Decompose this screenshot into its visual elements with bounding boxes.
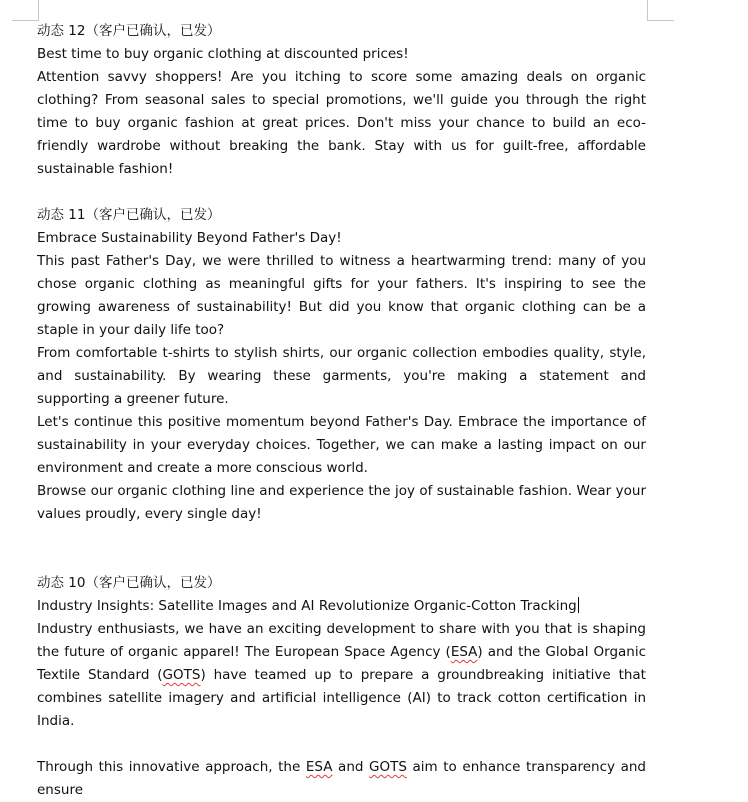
page-margin-marker-left: [12, 0, 39, 21]
paragraph: This past Father's Day, we were thrilled to witness a heartwarming trend: many of you chose organic clothing as meaningful gifts for your fathers. It's inspiring to see the growing awareness of sustainability! But did you know that organic clothing can be a staple in your daily life too?: [37, 253, 646, 338]
paragraph: From comfortable t-shirts to stylish shirts, our organic collection embodies quality, style, and sustainability. By wearing these garments, you're making a statement and supporting a greener future.: [37, 345, 646, 407]
page-margin-marker-right: [647, 0, 674, 21]
empty-lines: [37, 526, 646, 572]
empty-line: [37, 733, 646, 756]
section-update-10: [37, 572, 646, 802]
section-heading: 动态 12（客户已确认，已发）: [37, 23, 221, 39]
section-update-12: [37, 20, 646, 181]
paragraph: [37, 618, 646, 733]
paragraph: Browse our organic clothing line and experience the joy of sustainable fashion. Wear your values proudly, every single day!: [37, 483, 646, 522]
document-page[interactable]: [37, 20, 646, 802]
section-title-text: Industry Insights: Satellite Images and AI Revolutionize Organic-Cotton Tracking: [37, 598, 577, 614]
paragraph-text: and: [332, 759, 370, 775]
text-cursor: [578, 597, 579, 613]
section-title: Embrace Sustainability Beyond Father's Day!: [37, 230, 342, 246]
paragraph-text: aim to enhance transparency and ensure: [37, 759, 647, 798]
paragraph: Attention savvy shoppers! Are you itching to score some amazing deals on organic clothing? From seasonal sales to special promotions, we'll guide you through the right time to buy organic fashion at great prices. Don't miss your chance to build an eco-friendly wardrobe without breaking the bank. Stay with us for guilt-free, affordable sustainable fashion!: [37, 69, 646, 177]
paragraph-text: ) and the Global Organic Textile Standard (: [37, 644, 647, 683]
paragraph-text: ) have teamed up to prepare a groundbreaking initiative that combines satellite imagery and artificial intelligence (AI) to track cotton certification in India.: [37, 667, 646, 729]
paragraph: [37, 756, 646, 802]
spellcheck-word-gots[interactable]: GOTS: [369, 759, 407, 775]
paragraph-text: Industry enthusiasts, we have an exciting development to share with you that is shaping the future of organic apparel! The European Space Agency (: [37, 621, 646, 660]
section-title-with-cursor: [37, 595, 646, 618]
section-heading: 动态 10（客户已确认，已发）: [37, 575, 221, 591]
section-update-11: [37, 204, 646, 526]
paragraph-text: Through this innovative approach, the: [37, 759, 306, 775]
spellcheck-word-esa[interactable]: ESA: [305, 759, 333, 775]
spellcheck-word-gots[interactable]: GOTS: [162, 667, 201, 683]
section-heading: 动态 11（客户已确认，已发）: [37, 207, 221, 223]
spellcheck-word-esa[interactable]: ESA: [450, 644, 478, 660]
empty-line: [37, 181, 646, 204]
section-title: Best time to buy organic clothing at discounted prices!: [37, 46, 409, 62]
paragraph: Let's continue this positive momentum beyond Father's Day. Embrace the importance of sustainability in your everyday choices. Together, we can make a lasting impact on our environment and create a more conscious world.: [37, 414, 646, 476]
